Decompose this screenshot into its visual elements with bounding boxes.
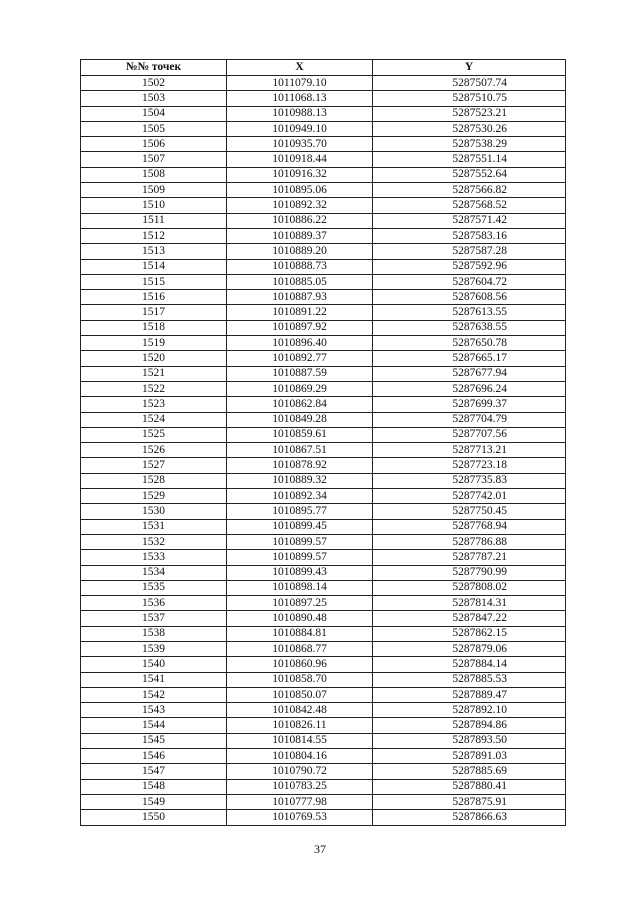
point-number-cell: 1529 [81, 489, 227, 504]
point-number-cell: 1543 [81, 703, 227, 718]
table-row [81, 473, 566, 488]
x-coordinate-cell: 1010868.77 [227, 641, 373, 656]
table-row [81, 458, 566, 473]
table-row [81, 611, 566, 626]
x-coordinate-cell: 1010887.59 [227, 366, 373, 381]
point-number-cell: 1550 [81, 810, 227, 825]
point-number-cell: 1525 [81, 427, 227, 442]
y-coordinate-cell: 5287677.94 [373, 366, 566, 381]
table-header-row [81, 60, 566, 76]
point-number-cell: 1539 [81, 641, 227, 656]
y-coordinate-cell: 5287862.15 [373, 626, 566, 641]
table-row [81, 703, 566, 718]
table-row [81, 397, 566, 412]
table-row [81, 412, 566, 427]
y-coordinate-cell: 5287735.83 [373, 473, 566, 488]
x-coordinate-cell: 1010918.44 [227, 152, 373, 167]
x-coordinate-cell: 1010916.32 [227, 167, 373, 182]
y-coordinate-cell: 5287566.82 [373, 183, 566, 198]
column-header-point-number: №№ точек [81, 60, 227, 76]
y-coordinate-cell: 5287723.18 [373, 458, 566, 473]
y-coordinate-cell: 5287893.50 [373, 733, 566, 748]
table-row [81, 641, 566, 656]
point-number-cell: 1545 [81, 733, 227, 748]
x-coordinate-cell: 1010888.73 [227, 259, 373, 274]
table-row [81, 504, 566, 519]
point-number-cell: 1526 [81, 443, 227, 458]
y-coordinate-cell: 5287885.69 [373, 764, 566, 779]
y-coordinate-cell: 5287538.29 [373, 137, 566, 152]
point-number-cell: 1502 [81, 76, 227, 91]
table-row [81, 305, 566, 320]
point-number-cell: 1540 [81, 657, 227, 672]
table-row [81, 183, 566, 198]
x-coordinate-cell: 1010889.20 [227, 244, 373, 259]
table-row [81, 749, 566, 764]
point-number-cell: 1505 [81, 121, 227, 136]
point-number-cell: 1513 [81, 244, 227, 259]
y-coordinate-cell: 5287608.56 [373, 290, 566, 305]
point-number-cell: 1549 [81, 794, 227, 809]
x-coordinate-cell: 1010886.22 [227, 213, 373, 228]
x-coordinate-cell: 1010892.34 [227, 489, 373, 504]
y-coordinate-cell: 5287790.99 [373, 565, 566, 580]
point-number-cell: 1534 [81, 565, 227, 580]
y-coordinate-cell: 5287768.94 [373, 519, 566, 534]
y-coordinate-cell: 5287510.75 [373, 91, 566, 106]
y-coordinate-cell: 5287583.16 [373, 228, 566, 243]
x-coordinate-cell: 1011068.13 [227, 91, 373, 106]
y-coordinate-cell: 5287507.74 [373, 76, 566, 91]
table-row [81, 106, 566, 121]
point-number-cell: 1538 [81, 626, 227, 641]
y-coordinate-cell: 5287884.14 [373, 657, 566, 672]
table-row [81, 167, 566, 182]
x-coordinate-cell: 1010862.84 [227, 397, 373, 412]
point-number-cell: 1533 [81, 550, 227, 565]
table-row [81, 764, 566, 779]
point-number-cell: 1527 [81, 458, 227, 473]
y-coordinate-cell: 5287808.02 [373, 580, 566, 595]
y-coordinate-cell: 5287750.45 [373, 504, 566, 519]
x-coordinate-cell: 1010850.07 [227, 687, 373, 702]
x-coordinate-cell: 1010935.70 [227, 137, 373, 152]
y-coordinate-cell: 5287847.22 [373, 611, 566, 626]
point-number-cell: 1532 [81, 534, 227, 549]
x-coordinate-cell: 1010899.45 [227, 519, 373, 534]
table-row [81, 91, 566, 106]
point-number-cell: 1506 [81, 137, 227, 152]
x-coordinate-cell: 1010783.25 [227, 779, 373, 794]
point-number-cell: 1530 [81, 504, 227, 519]
table-row [81, 672, 566, 687]
point-number-cell: 1528 [81, 473, 227, 488]
table-row [81, 810, 566, 825]
y-coordinate-cell: 5287885.53 [373, 672, 566, 687]
y-coordinate-cell: 5287880.41 [373, 779, 566, 794]
x-coordinate-cell: 1010889.37 [227, 228, 373, 243]
y-coordinate-cell: 5287551.14 [373, 152, 566, 167]
column-header-y: Y [373, 60, 566, 76]
x-coordinate-cell: 1010899.57 [227, 534, 373, 549]
y-coordinate-cell: 5287552.64 [373, 167, 566, 182]
x-coordinate-cell: 1010814.55 [227, 733, 373, 748]
point-number-cell: 1511 [81, 213, 227, 228]
y-coordinate-cell: 5287866.63 [373, 810, 566, 825]
table-row [81, 366, 566, 381]
point-number-cell: 1537 [81, 611, 227, 626]
x-coordinate-cell: 1010892.32 [227, 198, 373, 213]
table-row [81, 565, 566, 580]
y-coordinate-cell: 5287613.55 [373, 305, 566, 320]
table-row [81, 626, 566, 641]
coordinates-table [80, 59, 566, 826]
point-number-cell: 1536 [81, 596, 227, 611]
table-row [81, 534, 566, 549]
y-coordinate-cell: 5287571.42 [373, 213, 566, 228]
table-row [81, 718, 566, 733]
table-row [81, 76, 566, 91]
table-row [81, 733, 566, 748]
y-coordinate-cell: 5287650.78 [373, 336, 566, 351]
table-row [81, 336, 566, 351]
y-coordinate-cell: 5287696.24 [373, 381, 566, 396]
y-coordinate-cell: 5287592.96 [373, 259, 566, 274]
page-number: 37 [314, 842, 326, 856]
table-row [81, 580, 566, 595]
table-row [81, 657, 566, 672]
x-coordinate-cell: 1010878.92 [227, 458, 373, 473]
x-coordinate-cell: 1010897.25 [227, 596, 373, 611]
x-coordinate-cell: 1010777.98 [227, 794, 373, 809]
y-coordinate-cell: 5287587.28 [373, 244, 566, 259]
table-row [81, 152, 566, 167]
point-number-cell: 1520 [81, 351, 227, 366]
y-coordinate-cell: 5287707.56 [373, 427, 566, 442]
table-row [81, 290, 566, 305]
x-coordinate-cell: 1010899.43 [227, 565, 373, 580]
x-coordinate-cell: 1010890.48 [227, 611, 373, 626]
point-number-cell: 1546 [81, 749, 227, 764]
table-row [81, 794, 566, 809]
x-coordinate-cell: 1010860.96 [227, 657, 373, 672]
y-coordinate-cell: 5287604.72 [373, 274, 566, 289]
x-coordinate-cell: 1010988.13 [227, 106, 373, 121]
y-coordinate-cell: 5287704.79 [373, 412, 566, 427]
table-row [81, 687, 566, 702]
y-coordinate-cell: 5287875.91 [373, 794, 566, 809]
table-row [81, 198, 566, 213]
table-body [81, 76, 566, 826]
table-row [81, 596, 566, 611]
table-row [81, 381, 566, 396]
x-coordinate-cell: 1010895.06 [227, 183, 373, 198]
x-coordinate-cell: 1010869.29 [227, 381, 373, 396]
point-number-cell: 1523 [81, 397, 227, 412]
point-number-cell: 1509 [81, 183, 227, 198]
x-coordinate-cell: 1010769.53 [227, 810, 373, 825]
table-row [81, 489, 566, 504]
x-coordinate-cell: 1010896.40 [227, 336, 373, 351]
y-coordinate-cell: 5287879.06 [373, 641, 566, 656]
table-row [81, 351, 566, 366]
point-number-cell: 1512 [81, 228, 227, 243]
table-row [81, 274, 566, 289]
y-coordinate-cell: 5287638.55 [373, 320, 566, 335]
x-coordinate-cell: 1010884.81 [227, 626, 373, 641]
x-coordinate-cell: 1010892.77 [227, 351, 373, 366]
point-number-cell: 1522 [81, 381, 227, 396]
x-coordinate-cell: 1010897.92 [227, 320, 373, 335]
table-row [81, 244, 566, 259]
x-coordinate-cell: 1010858.70 [227, 672, 373, 687]
point-number-cell: 1503 [81, 91, 227, 106]
x-coordinate-cell: 1010790.72 [227, 764, 373, 779]
y-coordinate-cell: 5287892.10 [373, 703, 566, 718]
point-number-cell: 1531 [81, 519, 227, 534]
x-coordinate-cell: 1010889.32 [227, 473, 373, 488]
table-row [81, 137, 566, 152]
point-number-cell: 1518 [81, 320, 227, 335]
point-number-cell: 1515 [81, 274, 227, 289]
x-coordinate-cell: 1010859.61 [227, 427, 373, 442]
table-row [81, 121, 566, 136]
table-row [81, 228, 566, 243]
x-coordinate-cell: 1010949.10 [227, 121, 373, 136]
point-number-cell: 1547 [81, 764, 227, 779]
point-number-cell: 1516 [81, 290, 227, 305]
x-coordinate-cell: 1010895.77 [227, 504, 373, 519]
x-coordinate-cell: 1010867.51 [227, 443, 373, 458]
y-coordinate-cell: 5287713.21 [373, 443, 566, 458]
y-coordinate-cell: 5287786.88 [373, 534, 566, 549]
point-number-cell: 1519 [81, 336, 227, 351]
point-number-cell: 1541 [81, 672, 227, 687]
x-coordinate-cell: 1011079.10 [227, 76, 373, 91]
x-coordinate-cell: 1010885.05 [227, 274, 373, 289]
point-number-cell: 1507 [81, 152, 227, 167]
table-row [81, 443, 566, 458]
table-row [81, 519, 566, 534]
x-coordinate-cell: 1010898.14 [227, 580, 373, 595]
y-coordinate-cell: 5287530.26 [373, 121, 566, 136]
x-coordinate-cell: 1010826.11 [227, 718, 373, 733]
x-coordinate-cell: 1010887.93 [227, 290, 373, 305]
y-coordinate-cell: 5287814.31 [373, 596, 566, 611]
y-coordinate-cell: 5287891.03 [373, 749, 566, 764]
x-coordinate-cell: 1010849.28 [227, 412, 373, 427]
point-number-cell: 1504 [81, 106, 227, 121]
point-number-cell: 1508 [81, 167, 227, 182]
y-coordinate-cell: 5287699.37 [373, 397, 566, 412]
y-coordinate-cell: 5287889.47 [373, 687, 566, 702]
table-row [81, 259, 566, 274]
y-coordinate-cell: 5287787.21 [373, 550, 566, 565]
point-number-cell: 1510 [81, 198, 227, 213]
x-coordinate-cell: 1010804.16 [227, 749, 373, 764]
x-coordinate-cell: 1010842.48 [227, 703, 373, 718]
point-number-cell: 1521 [81, 366, 227, 381]
x-coordinate-cell: 1010899.57 [227, 550, 373, 565]
table-row [81, 427, 566, 442]
table-row [81, 779, 566, 794]
point-number-cell: 1514 [81, 259, 227, 274]
point-number-cell: 1542 [81, 687, 227, 702]
point-number-cell: 1524 [81, 412, 227, 427]
point-number-cell: 1544 [81, 718, 227, 733]
point-number-cell: 1535 [81, 580, 227, 595]
table-row [81, 550, 566, 565]
y-coordinate-cell: 5287523.21 [373, 106, 566, 121]
point-number-cell: 1517 [81, 305, 227, 320]
table-row [81, 320, 566, 335]
table-row [81, 213, 566, 228]
column-header-x: X [227, 60, 373, 76]
y-coordinate-cell: 5287894.86 [373, 718, 566, 733]
x-coordinate-cell: 1010891.22 [227, 305, 373, 320]
y-coordinate-cell: 5287568.52 [373, 198, 566, 213]
point-number-cell: 1548 [81, 779, 227, 794]
y-coordinate-cell: 5287742.01 [373, 489, 566, 504]
y-coordinate-cell: 5287665.17 [373, 351, 566, 366]
